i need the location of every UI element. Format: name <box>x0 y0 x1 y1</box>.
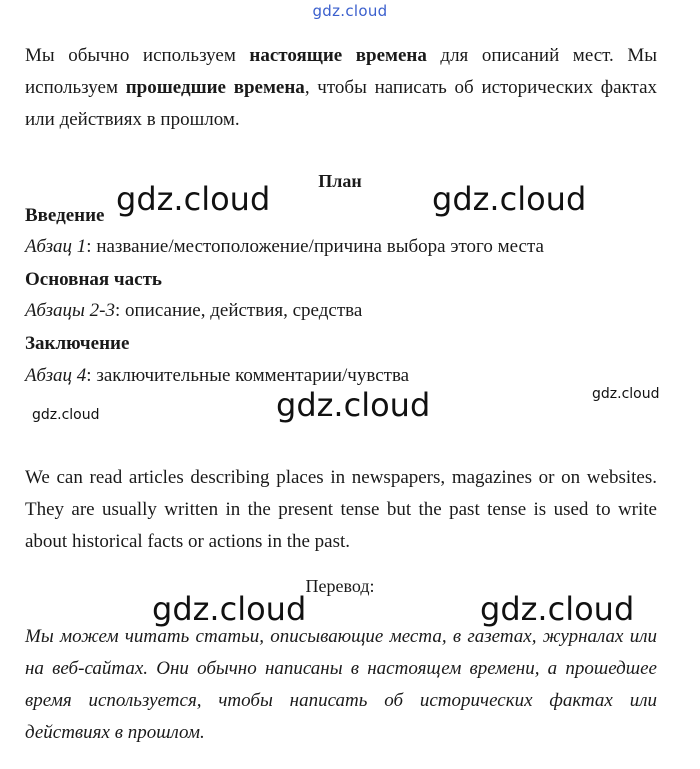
paragraph-2-3-text: : описание, действия, средства <box>114 300 363 321</box>
translation-title: Перевод: <box>305 576 375 596</box>
paragraph-1-label: Абзац 1 <box>25 236 87 257</box>
conclusion-heading: Заключение <box>25 333 130 354</box>
paragraph-1-line <box>25 236 544 258</box>
watermark: gdz.cloud <box>480 590 635 628</box>
intro-text-2: для описаний мест. Мы используем <box>25 45 657 98</box>
watermark: gdz.cloud <box>276 386 431 424</box>
paragraph-2-3-line <box>25 300 362 322</box>
english-paragraph: We can read articles describing places in newspapers, magazines or on websites. They are usually written in the present tense but the past tense is used to write about historical facts or actions in the past. <box>25 467 657 552</box>
intro-paragraph <box>25 40 657 136</box>
intro-text-3: , чтобы написать об исторических фактах или действиях в прошлом. <box>25 77 658 130</box>
paragraph-4-label: Абзац 4 <box>25 365 87 386</box>
intro-bold-present: настоящие времена <box>249 45 427 66</box>
paragraph-2-3-label: Абзацы 2-3 <box>25 300 115 321</box>
intro-bold-past: прошедшие времена <box>125 77 305 98</box>
translation-paragraph: Мы можем читать статьи, описывающие места, в газетах, журналах или на веб-сайтах. Они обычно написаны в настоящем времени, а прошедшее время используется, чтобы написать об исторических фактах или действиях в прошлом. <box>25 626 657 743</box>
watermark: gdz.cloud <box>592 386 660 402</box>
main-part-heading: Основная часть <box>25 269 162 290</box>
watermark: gdz.cloud <box>432 180 587 218</box>
intro-text-1: Мы обычно используем <box>25 45 250 66</box>
intro-heading: Введение <box>25 205 105 226</box>
paragraph-1-text: : название/местоположение/причина выбора этого места <box>86 236 544 257</box>
paragraph-4-line <box>25 365 409 387</box>
paragraph-4-text: : заключительные комментарии/чувства <box>86 365 410 386</box>
watermark: gdz.cloud <box>152 590 307 628</box>
plan-title: План <box>318 171 362 191</box>
watermark-top: gdz.cloud <box>312 2 388 20</box>
watermark: gdz.cloud <box>32 407 100 423</box>
watermark: gdz.cloud <box>116 180 271 218</box>
